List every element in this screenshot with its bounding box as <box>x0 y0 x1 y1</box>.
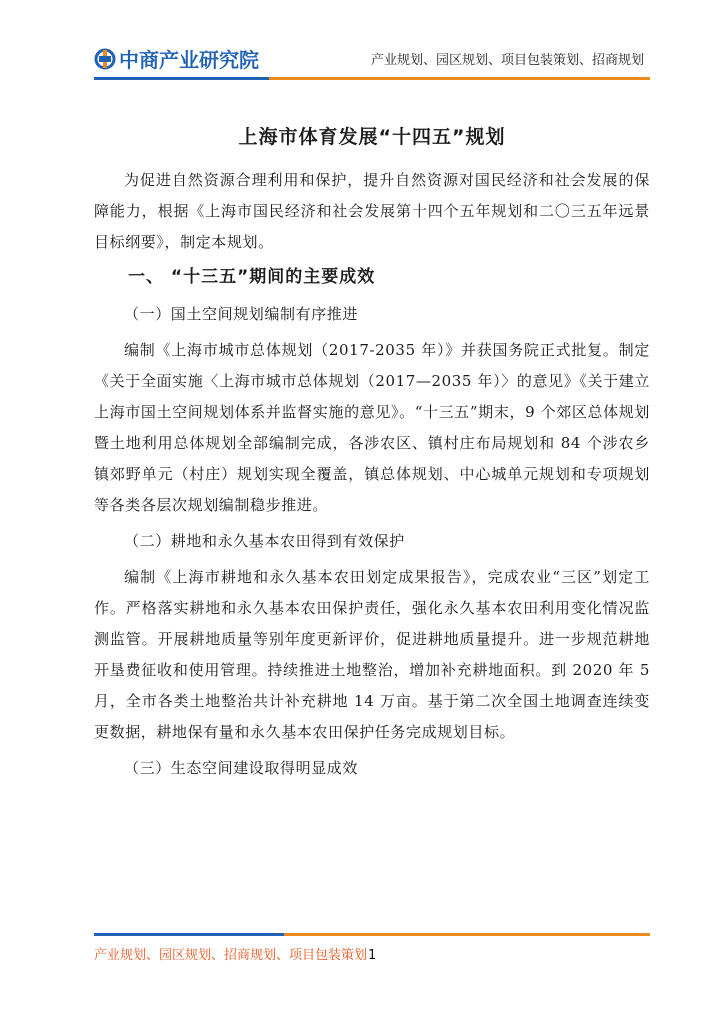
footer-tagline: 产业规划、园区规划、招商规划、项目包装策划 <box>94 948 368 963</box>
document-title: 上海市体育发展“十四五”规划 <box>238 126 506 148</box>
page-footer <box>0 930 724 990</box>
subsection-heading: （三）生态空间建设取得明显成效 <box>124 759 359 777</box>
body-paragraph: 编制《上海市城市总体规划（2017-2035 年）》并获国务院正式批复。制定《关于全面实施〈上海市城市总体规划（2017—2035 年）〉的意见》《关于建立上海市国土空间规划体系并监督实施的意见》。“十三五”期末，9 个郊区总体规划暨土地利用总体规划全部编制完成，各涉农区、镇村庄布局规划和 84 个涉农乡镇郊野单元（村庄）规划实现全覆盖，镇总体规划、中心城单元规划和专项规划等各类各层次规划编制稳步推进。 <box>94 341 650 514</box>
page-number: 1 <box>368 948 377 963</box>
logo-mark-icon <box>94 48 116 70</box>
body-paragraph: 编制《上海市耕地和永久基本农田划定成果报告》，完成农业“三区”划定工作。严格落实耕地和永久基本农田保护责任，强化永久基本农田利用变化情况监测监管。开展耕地质量等别年度更新评价，促进耕地质量提升。进一步规范耕地开垦费征收和使用管理。持续推进土地整治，增加补充耕地面积。到 2020 年 5 月，全市各类土地整治共计补充耕地 14 万亩。基于第二次全国土地调查连续变更数据，耕地保有量和永久基本农田保护任务完成规划目标。 <box>94 568 650 741</box>
subsection-heading: （一）国土空间规划编制有序推进 <box>124 305 359 323</box>
footer-text <box>94 944 376 963</box>
logo-text: 中商产业研究院 <box>119 48 259 72</box>
section-heading: 一、 “十三五”期间的主要成效 <box>128 267 376 287</box>
footer-divider-orange <box>284 933 650 936</box>
document-body <box>94 112 650 789</box>
footer-divider-blue <box>94 933 284 936</box>
header-divider-orange <box>269 77 650 80</box>
header-tagline: 产业规划、园区规划、项目包装策划、招商规划 <box>370 53 644 68</box>
subsection-heading: （二）耕地和永久基本农田得到有效保护 <box>124 532 405 550</box>
page-header <box>0 0 724 80</box>
header-divider-blue <box>94 77 269 80</box>
intro-paragraph: 为促进自然资源合理利用和保护，提升自然资源对国民经济和社会发展的保障能力，根据《上海市国民经济和社会发展第十四个五年规划和二〇三五年远景目标纲要》，制定本规划。 <box>94 171 650 251</box>
company-logo <box>94 44 259 73</box>
